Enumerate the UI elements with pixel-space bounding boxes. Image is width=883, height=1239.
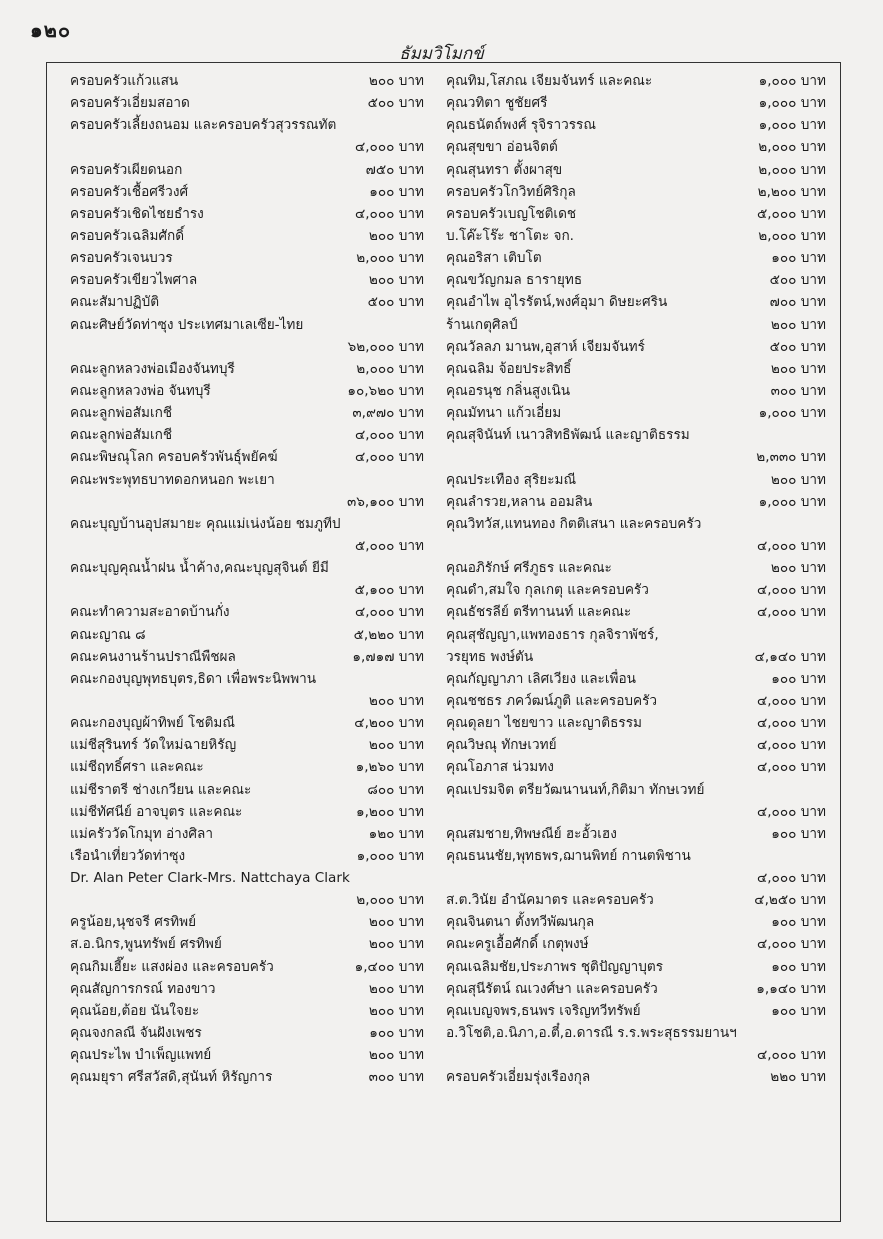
donor-name: คุณขวัญกมล ธารายุทธ <box>446 272 583 289</box>
donation-amount: ๒,๐๐๐ บาท <box>356 250 424 267</box>
donation-amount: ๔,๐๐๐ บาท <box>354 205 424 222</box>
donation-amount: ๒,๒๐๐ บาท <box>757 183 826 200</box>
donor-row <box>54 823 424 845</box>
donation-amount: ๒๐๐ บาท <box>368 980 424 997</box>
donor-row <box>446 557 826 579</box>
donor-name: คุณสุชัญญา,แพทองธาร กุลจิราพัชร์, <box>446 626 659 643</box>
right-column <box>446 70 826 1088</box>
donor-row <box>54 889 424 911</box>
donor-row <box>54 203 424 225</box>
donation-amount: ๑,๔๐๐ บาท <box>354 958 424 975</box>
donation-amount: ๓,๙๗๐ บาท <box>352 405 424 422</box>
donation-amount: ๒๐๐ บาท <box>368 227 424 244</box>
donor-name: คุณอภิรักษ์ ศรีภูธร และคณะ <box>446 560 612 577</box>
donor-name: คุณเบญจพร,ธนพร เจริญทวีทรัพย์ <box>446 1002 641 1019</box>
donor-name: คณะศิษย์วัดท่าซุง ประเทศมาเลเซีย-ไทย <box>70 316 304 333</box>
donor-row <box>446 225 826 247</box>
donor-row <box>54 247 424 269</box>
donation-amount: ๒,๐๐๐ บาท <box>356 892 424 909</box>
donation-amount: ๑,๐๐๐ บาท <box>758 95 826 112</box>
donor-row <box>54 358 424 380</box>
donation-amount: ๒๐๐ บาท <box>368 692 424 709</box>
donor-name: บ.โค๊ะโร๊ะ ชาโตะ จก. <box>446 227 574 244</box>
donation-amount: ๒๐๐ บาท <box>770 471 826 488</box>
donor-name: คณะกองบุญผ้าทิพย์ โชติมณี <box>70 715 235 732</box>
donor-name: คุณฉลิม จ้อยประสิทธิ์ <box>446 360 572 377</box>
donation-amount: ๑๐๐ บาท <box>771 250 826 267</box>
donor-name: ครอบครัวแก้วแสน <box>70 73 179 89</box>
donation-amount: ๓๐๐ บาท <box>368 1069 424 1086</box>
donor-row <box>446 1044 826 1066</box>
donor-row <box>54 712 424 734</box>
donation-amount: ๑๐๐ บาท <box>369 1025 424 1042</box>
donor-name: คณะญาณ ๘ <box>70 626 146 643</box>
donor-row <box>446 513 826 535</box>
donor-row <box>54 1000 424 1022</box>
donor-row <box>446 358 826 380</box>
donation-amount: ๒๐๐ บาท <box>368 737 424 754</box>
donation-amount: ๔,๐๐๐ บาท <box>756 870 826 887</box>
donor-name: คุณประเทือง สุริยะมณี <box>446 471 577 488</box>
donor-name: ครอบครัวเอี่ยมรุ่งเรืองกุล <box>446 1069 591 1086</box>
donor-row <box>446 1000 826 1022</box>
donor-name: คณะสัมาปฏิบัติ <box>70 294 160 311</box>
donor-name: คุณชชธร ภคว์ฒน์ภูติ และครอบครัว <box>446 692 658 709</box>
donor-row <box>446 269 826 291</box>
donor-name: ร้านเกตุศิลป์ <box>446 316 518 333</box>
donor-name: ครอบครัวเบญโชติเดช <box>446 205 577 222</box>
donor-row <box>54 491 424 513</box>
donation-amount: ๑,๒๐๐ บาท <box>355 803 424 820</box>
donation-amount: ๒,๐๐๐ บาท <box>356 360 424 377</box>
donation-amount: ๒๐๐ บาท <box>770 316 826 333</box>
donor-row <box>54 513 424 535</box>
left-column <box>54 70 424 1088</box>
donation-amount: ๔,๐๐๐ บาท <box>354 427 424 444</box>
donation-amount: ๑๐๐ บาท <box>771 825 826 842</box>
donation-amount: ๑๒๐ บาท <box>368 825 424 842</box>
donor-name: คณะพิษณุโลก ครอบครัวพันธุ์พยัคฆ์ <box>70 449 278 466</box>
donation-amount: ๔,๐๐๐ บาท <box>756 737 826 754</box>
donation-amount: ๑,๐๐๐ บาท <box>758 73 826 89</box>
donation-amount: ๔,๐๐๐ บาท <box>756 1047 826 1064</box>
donation-amount: ๔,๐๐๐ บาท <box>354 604 424 621</box>
donor-name: คุณสุนีรัตน์ ณเวงศ์ษา และครอบครัว <box>446 980 658 997</box>
donation-amount: ๔,๐๐๐ บาท <box>756 803 826 820</box>
donor-row <box>54 535 424 557</box>
donation-amount: ๒,๐๐๐ บาท <box>758 161 826 178</box>
donation-amount: ๕๐๐ บาท <box>367 95 424 112</box>
donor-name: คุณวัลลภ มานพ,อุสาห์ เจียมจันทร์ <box>446 338 645 355</box>
donation-amount: ๔,๐๐๐ บาท <box>756 692 826 709</box>
donor-name: ครอบครัวเจนบวร <box>70 250 173 267</box>
donor-row <box>54 845 424 867</box>
donor-row <box>54 801 424 823</box>
donor-row <box>54 1022 424 1044</box>
donor-row <box>54 380 424 402</box>
donor-row <box>446 889 826 911</box>
donor-name: คุณสมชาย,ทิพษณีย์ ฮะอั้วเฮง <box>446 825 617 842</box>
donor-row <box>54 579 424 601</box>
donor-row <box>446 624 826 646</box>
donor-row <box>54 92 424 114</box>
donor-row <box>446 823 826 845</box>
donor-name: แม่ชีสุรินทร์ วัดใหม่ฉายหิรัญ <box>70 737 237 754</box>
donation-amount: ๒๐๐ บาท <box>368 1047 424 1064</box>
donor-name: คุณวทิตา ชูชัยศรี <box>446 95 548 112</box>
donation-amount: ๑,๗๑๗ บาท <box>352 648 424 665</box>
donation-amount: ๕๐๐ บาท <box>367 294 424 311</box>
donor-row <box>446 845 826 867</box>
donor-row <box>54 911 424 933</box>
donation-amount: ๔,๐๐๐ บาท <box>354 139 424 156</box>
donor-name: คุณจงกลณี จันฝังเพชร <box>70 1025 202 1042</box>
donation-amount: ๑,๒๖๐ บาท <box>355 759 424 776</box>
donor-name: อ.วิโชติ,อ.นิภา,อ.ตี๋,อ.ดารณี ร.ร.พระสุธรรมยานฯ <box>446 1025 737 1042</box>
donor-row <box>446 291 826 313</box>
donor-row <box>446 92 826 114</box>
donation-amount: ๓๐๐ บาท <box>770 382 826 399</box>
donor-name: คุณเปรมจิต ตรียวัฒนานนท์,กิติมา ทักษเวทย์ <box>446 781 705 798</box>
donor-name: ส.ต.วินัย อำนัคมาตร และครอบครัว <box>446 892 654 909</box>
donation-amount: ๒๐๐ บาท <box>368 272 424 289</box>
donor-row <box>446 159 826 181</box>
donor-name: คุณสัญการกรณ์ ทองขาว <box>70 980 216 997</box>
donor-row <box>446 1066 826 1088</box>
donor-name: แม่ชีราตรี ช่างเกวียน และคณะ <box>70 781 252 798</box>
donor-name: ครอบครัวเฉลิมศักดิ์ <box>70 227 185 244</box>
donor-name: ครอบครัวเชิดไชยธำรง <box>70 205 204 222</box>
donor-name: คุณทิม,โสภณ เจียมจันทร์ และคณะ <box>446 73 653 89</box>
donor-name: คุณมัทนา แก้วเอี่ยม <box>446 405 562 422</box>
donor-row <box>54 469 424 491</box>
donor-row <box>446 1022 826 1044</box>
donor-name: คณะลูกพ่อสัมเกชี <box>70 405 173 422</box>
donation-amount: ๔,๐๐๐ บาท <box>756 537 826 554</box>
donor-name: คุณเฉลิมชัย,ประภาพร ชุติปัญญาบุตร <box>446 958 664 975</box>
donation-amount: ๒๐๐ บาท <box>368 914 424 931</box>
donor-name: คณะบุญบ้านอุปสมายะ คุณแม่เน่งน้อย ชมภูทีป <box>70 515 341 532</box>
donor-name: คุณอำไพ อุไรรัตน์,พงศ์อุมา ดิษยะศริน <box>446 294 668 311</box>
donor-name: คุณสุขขา อ่อนจิตต์ <box>446 139 558 156</box>
donor-row <box>54 668 424 690</box>
donor-name: ส.อ.นิกร,พูนทรัพย์ ศรทิพย์ <box>70 936 222 953</box>
donor-row <box>446 668 826 690</box>
donation-amount: ๔,๑๔๐ บาท <box>754 648 826 665</box>
donor-name: Dr. Alan Peter Clark-Mrs. Nattchaya Clark <box>70 870 350 887</box>
donor-row <box>446 646 826 668</box>
donor-row <box>446 978 826 1000</box>
donor-row <box>54 269 424 291</box>
donor-row <box>446 535 826 557</box>
donor-name: เรือนำเที่ยววัดท่าซุง <box>70 847 186 864</box>
donor-name: คณะลูกพ่อสัมเกชี <box>70 427 173 444</box>
donor-name: แม่ครัววัดโกมุท อ่างศิลา <box>70 825 214 842</box>
donor-name: คุณดำ,สมใจ กุลเกตุ และครอบครัว <box>446 582 649 599</box>
donor-row <box>54 624 424 646</box>
donation-amount: ๔,๒๐๐ บาท <box>354 715 424 732</box>
donor-name: ครอบครัวเอี่ยมสอาด <box>70 95 190 112</box>
donor-row <box>54 557 424 579</box>
donor-row <box>446 136 826 158</box>
donor-name: คุณโอภาส น่วมทง <box>446 759 554 776</box>
donation-amount: ๓๖,๑๐๐ บาท <box>346 493 424 510</box>
donor-row <box>54 291 424 313</box>
donor-row <box>54 225 424 247</box>
donation-amount: ๑๐๐ บาท <box>771 1002 826 1019</box>
donor-row <box>446 402 826 424</box>
donor-row <box>446 956 826 978</box>
donor-row <box>54 779 424 801</box>
donor-row <box>54 756 424 778</box>
donor-row <box>446 712 826 734</box>
donation-amount: ๒,๐๐๐ บาท <box>758 227 826 244</box>
donor-row <box>446 314 826 336</box>
donor-row <box>446 933 826 955</box>
donor-name: ครอบครัวโกวิทย์ศิริกุล <box>446 183 576 200</box>
donor-name: คณะทำความสะอาดบ้านกั่ง <box>70 604 230 621</box>
donor-name: คณะครูเอื้อศักดิ์ เกตุพงษ์ <box>446 936 589 953</box>
donor-row <box>54 70 424 92</box>
page-number: ๑๒๐ <box>30 18 72 42</box>
donation-amount: ๔,๐๐๐ บาท <box>756 759 826 776</box>
donor-row <box>446 70 826 92</box>
donor-name: คุณธัชรลีย์ ตรีทานนท์ และคณะ <box>446 604 632 621</box>
donor-name: ครูน้อย,นุชจรี ศรทิพย์ <box>70 914 197 931</box>
donation-amount: ๔,๐๐๐ บาท <box>756 604 826 621</box>
donor-row <box>446 734 826 756</box>
donation-amount: ๑,๑๔๐ บาท <box>756 980 826 997</box>
donor-row <box>54 181 424 203</box>
donation-amount: ๕๐๐ บาท <box>769 338 826 355</box>
donor-row <box>446 756 826 778</box>
donor-name: คุณประไพ บำเพ็ญแพทย์ <box>70 1047 212 1064</box>
donor-name: แม่ชีฤทธิ์ศรา และคณะ <box>70 759 204 776</box>
donor-row <box>54 446 424 468</box>
donor-row <box>54 314 424 336</box>
donor-name: คุณวิทวัส,แทนทอง กิตติเสนา และครอบครัว <box>446 515 702 532</box>
donor-row <box>54 867 424 889</box>
donor-row <box>54 114 424 136</box>
donation-amount: ๒๐๐ บาท <box>368 1002 424 1019</box>
donor-row <box>446 491 826 513</box>
donation-amount: ๒,๐๐๐ บาท <box>758 139 826 156</box>
donation-amount: ๕,๐๐๐ บาท <box>354 537 424 554</box>
donor-name: คุณกิมเฮี๊ยะ แสงผ่อง และครอบครัว <box>70 958 274 975</box>
donor-row <box>446 690 826 712</box>
donor-row <box>54 734 424 756</box>
donor-name: คุณน้อย,ต้อย นันใจยะ <box>70 1002 200 1019</box>
donor-row <box>446 181 826 203</box>
donor-name: ครอบครัวเชื้อศรีวงศ์ <box>70 183 189 200</box>
donor-row <box>446 380 826 402</box>
donor-row <box>446 801 826 823</box>
donor-name: คณะคนงานร้านปราณีพืชผล <box>70 648 236 665</box>
donor-name: คณะลูกหลวงพ่อเมืองจันทบุรี <box>70 360 235 377</box>
donor-row <box>446 867 826 889</box>
donation-amount: ๒๐๐ บาท <box>368 73 424 89</box>
donor-name: คุณอรนุช กลิ่นสูงเนิน <box>446 382 571 399</box>
donor-row <box>54 136 424 158</box>
donation-amount: ๔,๐๐๐ บาท <box>756 715 826 732</box>
donation-amount: ๑,๐๐๐ บาท <box>356 847 424 864</box>
donor-row <box>446 336 826 358</box>
donor-name: คุณดุลยา ไชยขาว และญาติธรรม <box>446 715 642 732</box>
donor-row <box>54 690 424 712</box>
donation-amount: ๑๐๐ บาท <box>771 914 826 931</box>
donation-amount: ๘๐๐ บาท <box>367 781 424 798</box>
donation-amount: ๔,๐๐๐ บาท <box>756 582 826 599</box>
donor-name: คุณลำรวย,หลาน ออมสิน <box>446 493 593 510</box>
donor-name: วรยุทธ พงษ์ตัน <box>446 648 534 665</box>
donation-amount: ๒๒๐ บาท <box>770 1069 826 1086</box>
donation-amount: ๖๒,๐๐๐ บาท <box>347 338 424 355</box>
donation-amount: ๕,๑๐๐ บาท <box>354 582 424 599</box>
donor-name: คุณธนนชัย,พุทธพร,ฌานพิทย์ กานตพิชาน <box>446 847 691 864</box>
donor-name: ครอบครัวเลี้ยงถนอม และครอบครัวสุวรรณทัต <box>70 117 337 134</box>
donation-amount: ๒๐๐ บาท <box>770 560 826 577</box>
donor-name: คุณธนัตถ์พงศ์ รุจิราวรรณ <box>446 117 596 134</box>
donor-name: คณะกองบุญพุทธบุตร,ธิดา เพื่อพระนิพพาน <box>70 670 317 687</box>
donation-amount: ๒๐๐ บาท <box>368 936 424 953</box>
donor-name: ครอบครัวเขียวไพศาล <box>70 272 198 289</box>
donation-amount: ๕๐๐ บาท <box>769 272 826 289</box>
donor-row <box>54 402 424 424</box>
donor-row <box>446 247 826 269</box>
donor-name: คณะบุญคุณน้ำฝน น้ำค้าง,คณะบุญสุจินต์ ยีมี <box>70 560 329 577</box>
donation-amount: ๑,๐๐๐ บาท <box>758 493 826 510</box>
donor-row <box>446 469 826 491</box>
donor-row <box>446 424 826 446</box>
donor-row <box>446 779 826 801</box>
donor-row <box>54 646 424 668</box>
donation-amount: ๑,๐๐๐ บาท <box>758 405 826 422</box>
donor-row <box>446 579 826 601</box>
donor-row <box>54 1066 424 1088</box>
donation-amount: ๔,๐๐๐ บาท <box>354 449 424 466</box>
donation-amount: ๒๐๐ บาท <box>770 360 826 377</box>
donor-name: แม่ชีทัศนีย์ อาจบุตร และคณะ <box>70 803 243 820</box>
donation-amount: ๗๕๐ บาท <box>365 161 424 178</box>
page-header-title: ธัมมวิโมกข์ <box>399 44 484 64</box>
donation-amount: ๕,๒๒๐ บาท <box>353 626 424 643</box>
donor-name: คุณกัญญาภา เลิศเวียง และเพื่อน <box>446 670 636 687</box>
donor-name: คุณจินตนา ตั้งทวีพัฒนกุล <box>446 914 595 931</box>
donation-amount: ๑๐,๖๒๐ บาท <box>347 382 424 399</box>
donor-row <box>446 114 826 136</box>
donor-row <box>446 203 826 225</box>
donor-row <box>54 978 424 1000</box>
donation-amount: ๑๐๐ บาท <box>369 183 424 200</box>
donor-row <box>446 601 826 623</box>
donor-row <box>54 424 424 446</box>
donor-row <box>446 911 826 933</box>
donor-name: คณะลูกหลวงพ่อ จันทบุรี <box>70 382 211 399</box>
donation-amount: ๗๐๐ บาท <box>769 294 826 311</box>
donor-name: คุณสุนทรา ตั้งผาสุข <box>446 161 563 178</box>
donation-amount: ๔,๒๕๐ บาท <box>754 892 826 909</box>
donor-name: ครอบครัวเผียดนอก <box>70 161 183 178</box>
donor-name: คุณสุจินันท์ เนาวสิทธิพัฒน์ และญาติธรรม <box>446 427 690 444</box>
donation-amount: ๒,๓๓๐ บาท <box>756 449 826 466</box>
donor-name: คณะพระพุทธบาทดอกหนอก พะเยา <box>70 471 275 488</box>
donation-amount: ๕,๐๐๐ บาท <box>756 205 826 222</box>
donor-row <box>54 601 424 623</box>
donation-amount: ๔,๐๐๐ บาท <box>756 936 826 953</box>
donor-row <box>54 933 424 955</box>
donor-name: คุณอริสา เติบโต <box>446 250 542 267</box>
donation-amount: ๑,๐๐๐ บาท <box>758 117 826 134</box>
donor-row <box>54 956 424 978</box>
donor-row <box>446 446 826 468</box>
donor-name: คุณมยุรา ศรีสวัสดิ,สุนันท์ หิรัญการ <box>70 1069 273 1086</box>
donation-amount: ๑๐๐ บาท <box>771 958 826 975</box>
donor-row <box>54 1044 424 1066</box>
donor-name: คุณวิษณุ ทักษเวทย์ <box>446 737 557 754</box>
donation-amount: ๑๐๐ บาท <box>771 670 826 687</box>
donor-row <box>54 159 424 181</box>
donor-row <box>54 336 424 358</box>
